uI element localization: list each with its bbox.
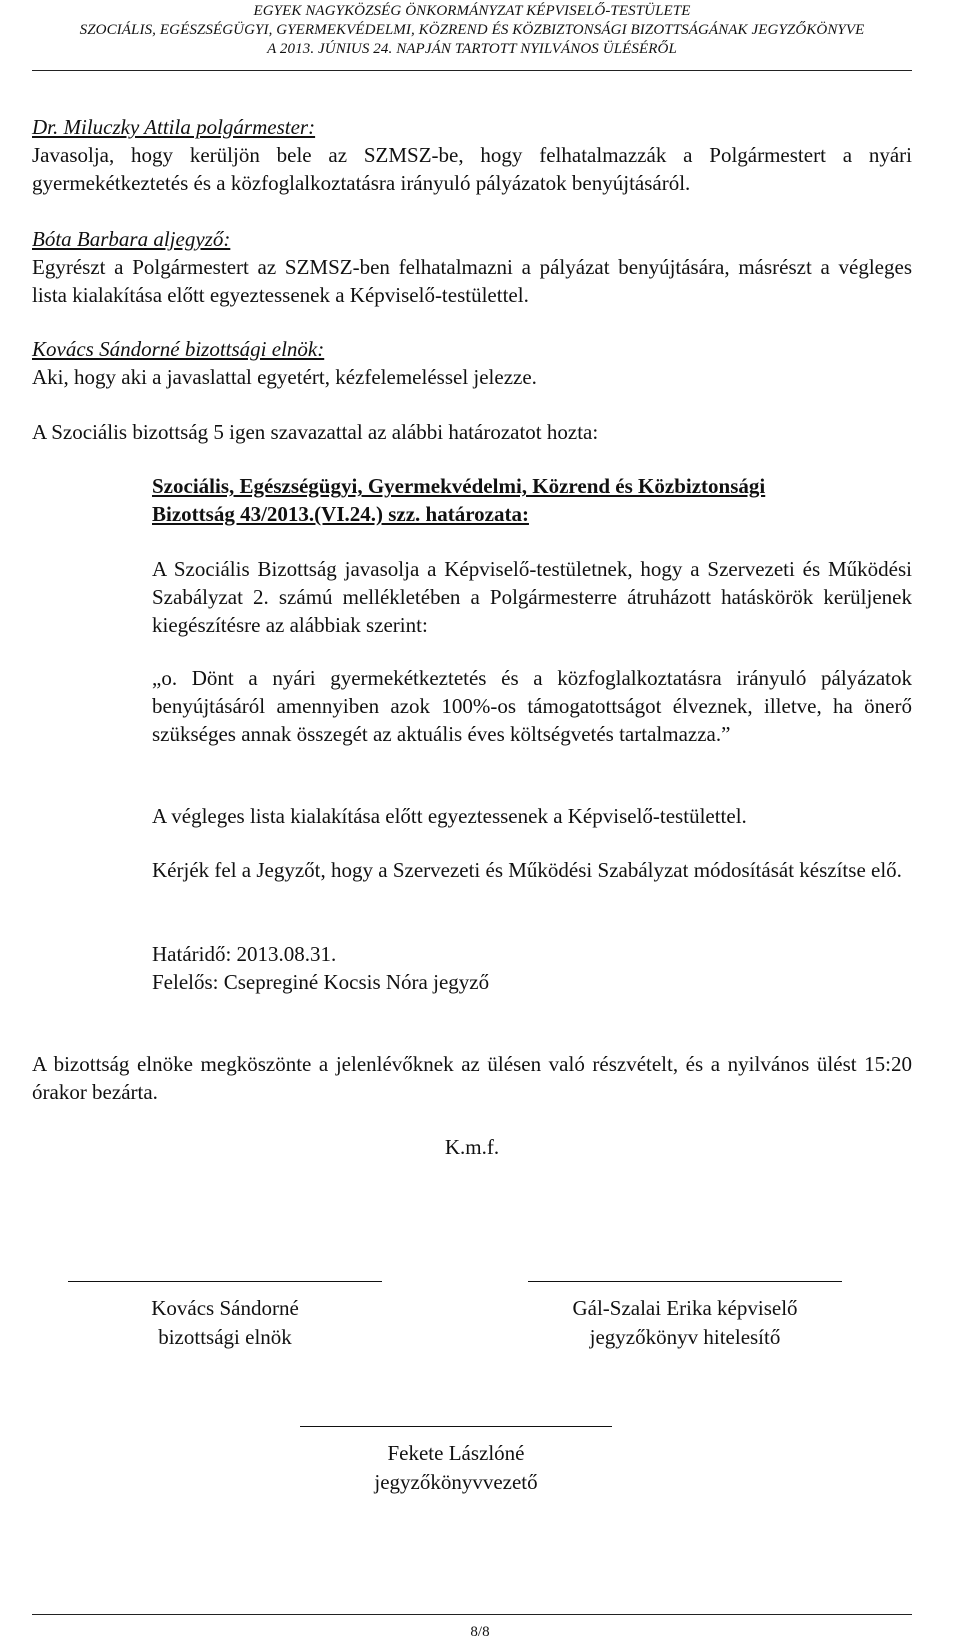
- header-line-2: SZOCIÁLIS, EGÉSZSÉGÜGYI, GYERMEKVÉDELMI, KÖZREND ÉS KÖZBIZTONSÁGI BIZOTTSÁGÁNAK JEGYZŐKÖNYVE: [79, 22, 865, 38]
- signature-line: [300, 1426, 612, 1427]
- speaker-text: Egyrészt a Polgármestert az SZMSZ-ben felhatalmazni a pályázat benyújtására, másrészt a végleges lista kialakítása előtt egyeztessenek a Képviselő-testülettel.: [32, 255, 912, 307]
- signer-role: jegyzőkönyv hitelesítő: [589, 1325, 781, 1349]
- resolution-paragraph-1: A Szociális Bizottság javasolja a Képviselő-testületnek, hogy a Szervezeti és Működési Szabályzat 2. számú mellékletében a Polgármesterre átruházott hatáskörök kerüljenek kiegészítésre az alábbiak szerint:: [152, 557, 912, 637]
- signer-name: Kovács Sándorné: [151, 1296, 299, 1320]
- speaker-text: Aki, hogy aki a javaslattal egyetért, kézfelemeléssel jelezze.: [32, 365, 537, 389]
- signer-role: jegyzőkönyvvezető: [374, 1470, 538, 1494]
- section-mayor: [32, 113, 912, 197]
- footer-divider: [32, 1614, 912, 1615]
- resolution-title: [152, 472, 912, 528]
- resolution-title-line-1: Szociális, Egészségügyi, Gyermekvédelmi, Közrend és Közbiztonsági: [152, 474, 766, 498]
- signature-bottom: [300, 1426, 612, 1497]
- signer-name: Gál-Szalai Erika képviselő: [572, 1296, 798, 1320]
- signer-name: Fekete Lászlóné: [387, 1441, 525, 1465]
- document-header: [32, 2, 912, 59]
- signer-role: bizottsági elnök: [158, 1325, 292, 1349]
- speaker-name: Kovács Sándorné bizottsági elnök:: [32, 337, 325, 361]
- resolution-paragraph-2: „o. Dönt a nyári gyermekétkeztetés és a közfoglalkoztatásra irányuló pályázatok benyújtásáról amennyiben azok 100%-os támogatottságot élveznek, illetve, ha önerő szükséges annak összegét az aktuális éves költségvetés tartalmazza.”: [152, 666, 912, 746]
- section-chair: [32, 335, 912, 391]
- signature-left: [68, 1281, 382, 1352]
- vote-statement: A Szociális bizottság 5 igen szavazattal az alábbi határozatot hozta:: [32, 420, 599, 444]
- header-divider: [32, 70, 912, 71]
- resolution-title-line-2: Bizottság 43/2013.(VI.24.) szz. határozata:: [152, 502, 529, 526]
- kmf: K.m.f.: [444, 1135, 500, 1159]
- signature-line: [68, 1281, 382, 1282]
- signature-line: [528, 1281, 842, 1282]
- header-line-3: A 2013. JÚNIUS 24. NAPJÁN TARTOTT NYILVÁNOS ÜLÉSÉRŐL: [267, 41, 677, 57]
- page-number: 8/8: [470, 1624, 490, 1640]
- section-deputy-notary: [32, 225, 912, 309]
- resolution-paragraph-3: A végleges lista kialakítása előtt egyeztessenek a Képviselő-testülettel.: [152, 804, 747, 828]
- header-line-1: EGYEK NAGYKÖZSÉG ÖNKORMÁNYZAT KÉPVISELŐ-TESTÜLETE: [253, 3, 691, 19]
- resolution-paragraph-4: Kérjék fel a Jegyzőt, hogy a Szervezeti és Működési Szabályzat módosítását készítse elő.: [152, 858, 902, 882]
- signature-right: [528, 1281, 842, 1352]
- closing-statement: A bizottság elnöke megköszönte a jelenlévőknek az ülésen való részvételt, és a nyilvános ülést 15:20 órakor bezárta.: [32, 1052, 912, 1104]
- resolution-deadline-block: [152, 940, 912, 996]
- responsible: Felelős: Csepreginé Kocsis Nóra jegyző: [152, 970, 490, 994]
- speaker-name: Dr. Miluczky Attila polgármester:: [32, 115, 316, 139]
- deadline: Határidő: 2013.08.31.: [152, 942, 337, 966]
- speaker-text: Javasolja, hogy kerüljön bele az SZMSZ-be, hogy felhatalmazzák a Polgármestert a nyári gyermekétkeztetés és a közfoglalkoztatásra irányuló pályázatok benyújtásáról.: [32, 143, 912, 195]
- speaker-name: Bóta Barbara aljegyző:: [32, 227, 231, 251]
